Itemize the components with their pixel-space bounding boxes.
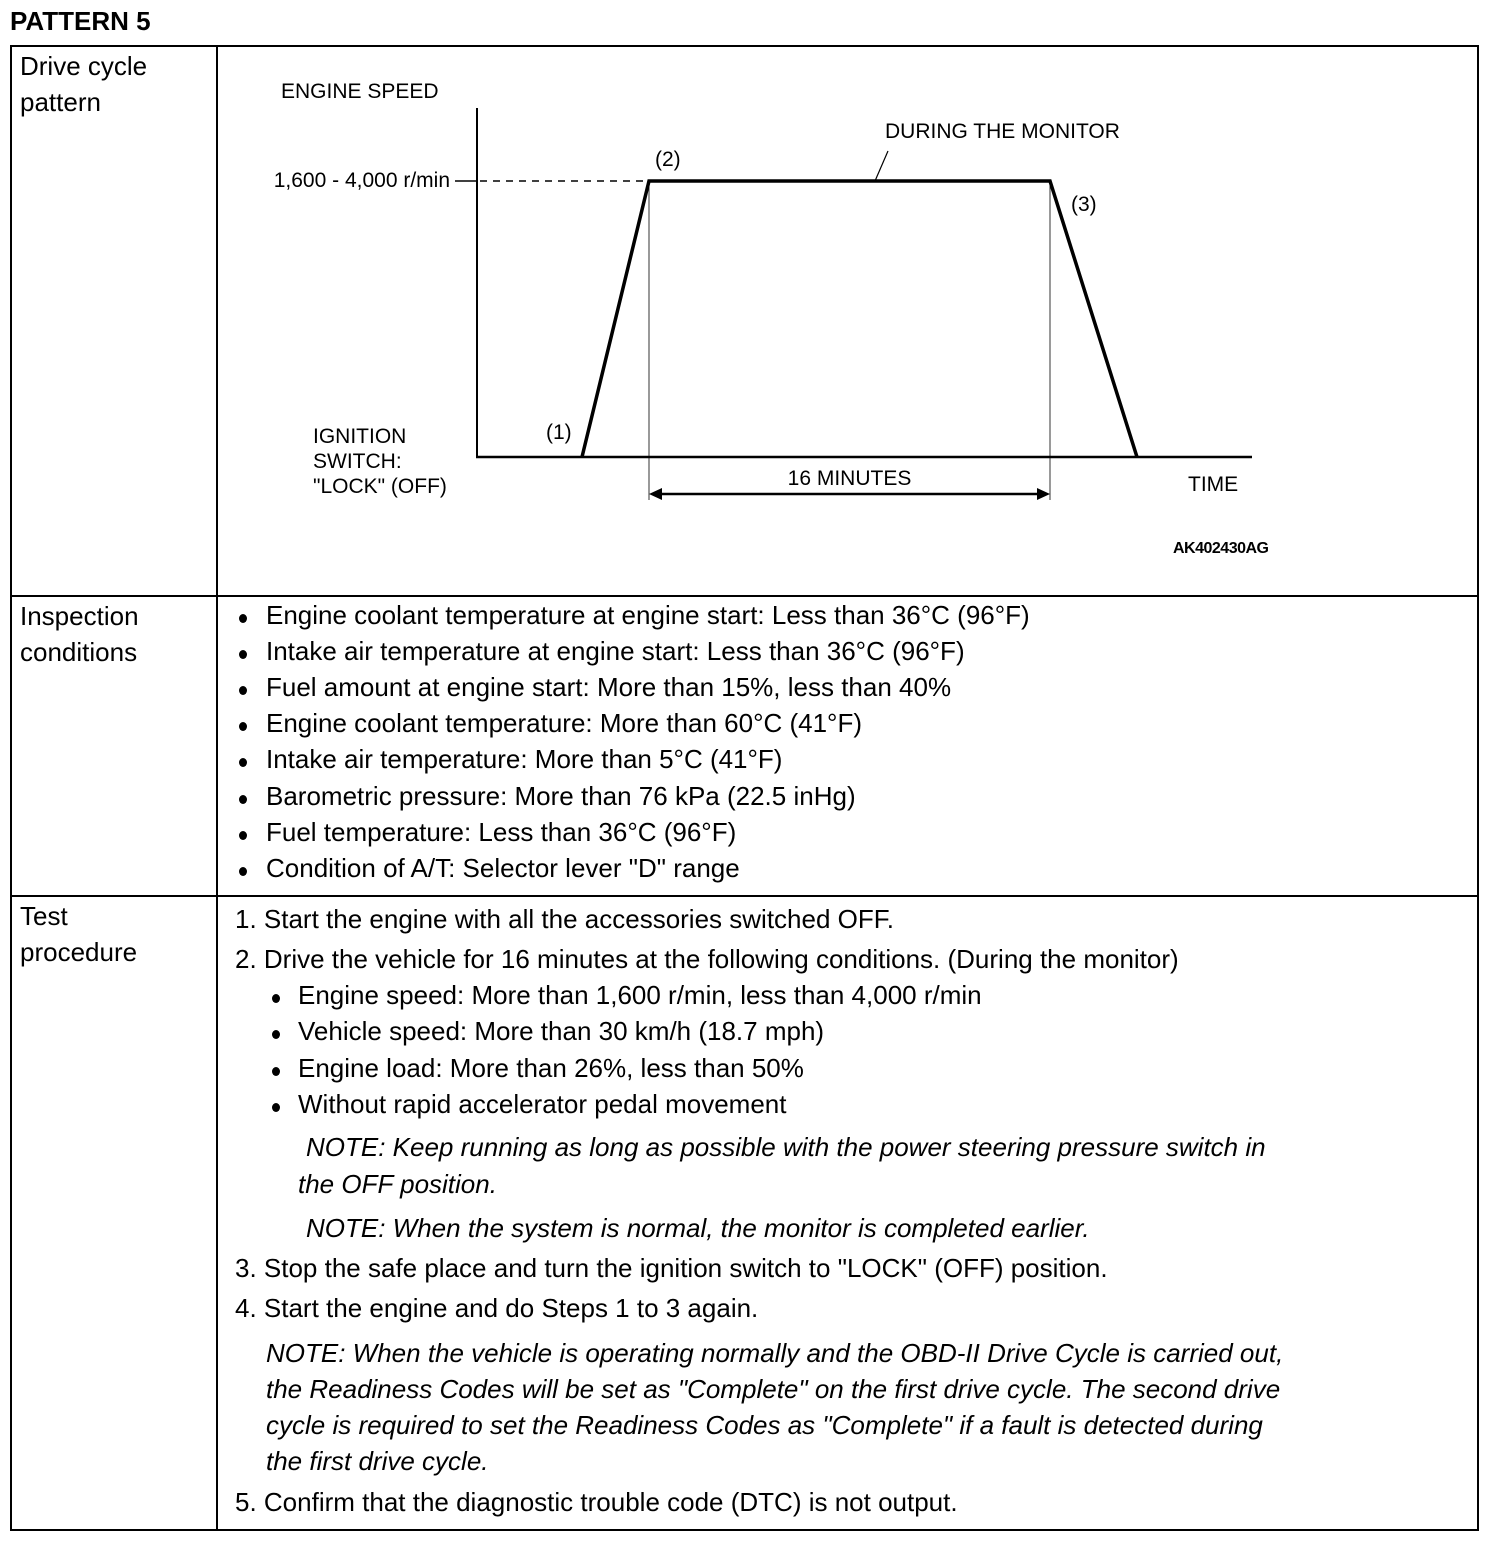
- monitor-leader-line: [875, 151, 888, 181]
- arrow-head-left: [649, 488, 662, 500]
- bullet-icon: [239, 722, 247, 731]
- procedure-note: the first drive cycle.: [266, 1446, 489, 1476]
- bullet-icon: [239, 758, 247, 767]
- inspection-condition: Engine coolant temperature: More than 60°C (41°F): [266, 708, 862, 738]
- bullet-icon: [272, 1103, 280, 1112]
- procedure-step-5: 5. Confirm that the diagnostic trouble code (DTC) is not output.: [235, 1487, 958, 1517]
- bullet-icon: [272, 1030, 280, 1039]
- duration-label: 16 MINUTES: [787, 467, 912, 490]
- drive-cycle-diagram: [0, 0, 1504, 600]
- inspection-condition: Fuel amount at engine start: More than 15%, less than 40%: [266, 672, 952, 702]
- procedure-condition: Engine load: More than 26%, less than 50%: [298, 1053, 804, 1083]
- procedure-condition: Vehicle speed: More than 30 km/h (18.7 mph): [298, 1016, 825, 1046]
- bullet-icon: [272, 1067, 280, 1076]
- procedure-step-3: 3. Stop the safe place and turn the ignition switch to "LOCK" (OFF) position.: [235, 1253, 1108, 1283]
- y-axis-label: ENGINE SPEED: [281, 80, 439, 103]
- procedure-condition: Without rapid accelerator pedal movement: [298, 1089, 787, 1119]
- bullet-icon: [239, 614, 247, 623]
- row-label-drive-cycle: pattern: [20, 87, 101, 117]
- speed-range-label: 1,600 - 4,000 r/min: [273, 169, 450, 192]
- row-label-drive-cycle: Drive cycle: [20, 51, 148, 81]
- point-3-label: (3): [1071, 193, 1097, 216]
- point-1-label: (1): [546, 421, 572, 444]
- row-label-test: procedure: [20, 937, 138, 967]
- ignition-label: IGNITION: [313, 425, 407, 448]
- ignition-label: "LOCK" (OFF): [313, 475, 447, 498]
- bullet-icon: [239, 867, 247, 876]
- row-label-test: Test: [20, 901, 68, 931]
- bullet-icon: [239, 686, 247, 695]
- ignition-label: SWITCH:: [313, 450, 402, 473]
- bullet-icon: [239, 831, 247, 840]
- procedure-step-1: 1. Start the engine with all the accessories switched OFF.: [235, 904, 894, 934]
- x-axis-label: TIME: [1188, 473, 1239, 496]
- bullet-icon: [272, 994, 280, 1003]
- procedure-step-4: 4. Start the engine and do Steps 1 to 3 again.: [235, 1293, 759, 1323]
- inspection-condition: Engine coolant temperature at engine start: Less than 36°C (96°F): [266, 600, 1030, 630]
- inspection-condition: Intake air temperature: More than 5°C (41°F): [266, 744, 783, 774]
- engine-speed-trace: [582, 181, 1137, 457]
- procedure-note: NOTE: When the system is normal, the monitor is completed earlier.: [306, 1213, 1090, 1243]
- row-label-inspection: Inspection: [20, 601, 139, 631]
- inspection-condition: Intake air temperature at engine start: Less than 36°C (96°F): [266, 636, 965, 666]
- procedure-step-2: 2. Drive the vehicle for 16 minutes at the following conditions. (During the monitor): [235, 944, 1179, 974]
- bullet-icon: [239, 795, 247, 804]
- inspection-condition: Barometric pressure: More than 76 kPa (22.5 inHg): [266, 781, 856, 811]
- procedure-note: the OFF position.: [298, 1169, 497, 1199]
- inspection-condition: Fuel temperature: Less than 36°C (96°F): [266, 817, 737, 847]
- procedure-note: the Readiness Codes will be set as "Complete" on the first drive cycle. The second drive: [266, 1374, 1281, 1404]
- procedure-condition: Engine speed: More than 1,600 r/min, less than 4,000 r/min: [298, 980, 982, 1010]
- page-title: PATTERN 5: [10, 6, 151, 36]
- bullet-icon: [239, 650, 247, 659]
- procedure-note: NOTE: Keep running as long as possible with the power steering pressure switch in: [306, 1132, 1266, 1162]
- figure-id: AK402430AG: [1173, 540, 1269, 557]
- table-border-bottom: [10, 1529, 1479, 1531]
- inspection-condition: Condition of A/T: Selector lever "D" range: [266, 853, 740, 883]
- monitor-label: DURING THE MONITOR: [885, 120, 1120, 143]
- procedure-note: cycle is required to set the Readiness Codes as "Complete" if a fault is detected during: [266, 1410, 1263, 1440]
- row-divider: [10, 895, 1479, 897]
- point-2-label: (2): [655, 148, 681, 171]
- row-label-inspection: conditions: [20, 637, 138, 667]
- arrow-head-right: [1037, 488, 1050, 500]
- procedure-note: NOTE: When the vehicle is operating normally and the OBD-II Drive Cycle is carried out,: [266, 1338, 1284, 1368]
